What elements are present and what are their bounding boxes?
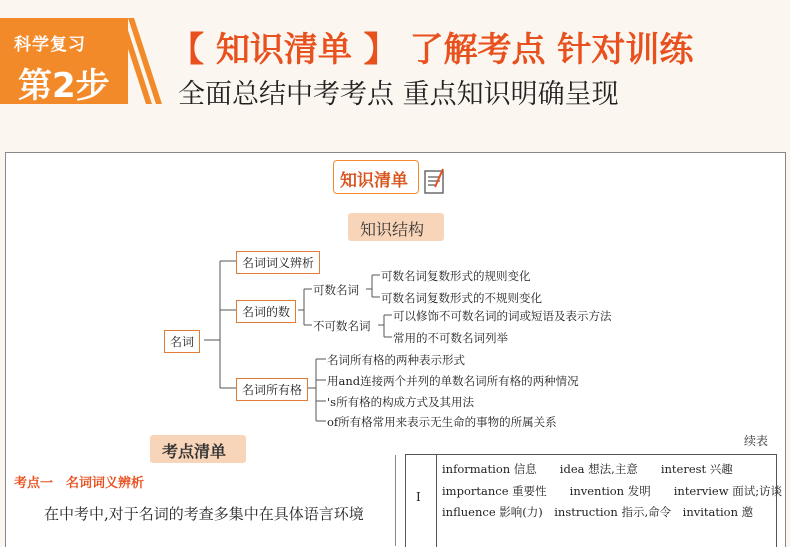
mindmap-uncountable: 不可数名词 [313,319,371,333]
column-divider [395,455,396,546]
mindmap-root: 名词 [164,330,200,353]
mindmap-countable-irregular: 可数名词复数形式的不规则变化 [381,291,542,305]
step-number: 第2步 [18,66,110,106]
mindmap-branch-number: 名词的数 [236,300,296,323]
mindmap-branch-possessive: 名词所有格 [236,378,308,401]
vocabulary-table [405,454,783,547]
knowledge-structure-label: 知识结构 [360,220,425,239]
table-row-label: Ⅰ [416,490,421,504]
exam-points-tag [150,435,246,463]
mindmap-possessive-and: 用and连接两个并列的单数名词所有格的两种情况 [327,374,579,388]
mindmap-countable: 可数名词 [313,283,359,297]
step-label: 科学复习 [14,35,86,55]
exam-point-title: 考点一 名词词义辨析 [14,476,145,491]
table-row-label-cell [406,455,437,547]
mindmap-possessive-s: 's所有格的构成方式及其用法 [327,395,475,409]
mindmap-uncountable-modifiers: 可以修饰不可数名词的词或短语及表示方法 [393,309,612,323]
mindmap-countable-rule: 可数名词复数形式的规则变化 [381,269,531,283]
table-line: information 信息 idea 想法,主意 interest 兴趣 [442,462,733,476]
knowledge-list-label: 知识清单 [340,171,408,191]
page-title: 【 知识清单 】 了解考点 针对训练 [170,30,694,70]
mindmap-possessive-forms: 名词所有格的两种表示形式 [327,353,465,367]
page-subtitle: 全面总结中考考点 重点知识明确呈现 [178,79,619,110]
mindmap-possessive-of: of所有格常用来表示无生命的事物的所属关系 [327,415,557,429]
mindmap-branch-meaning: 名词词义辨析 [236,251,320,274]
mindmap-uncountable-list: 常用的不可数名词列举 [393,331,508,345]
table-line: influence 影响(力) instruction 指示,命令 invitation 邀 [442,505,754,519]
exam-point-body: 在中考中,对于名词的考查多集中在具体语言环境 [44,505,364,523]
exam-points-label: 考点清单 [162,442,227,461]
continued-label: 续表 [744,434,769,448]
table-line: importance 重要性 invention 发明 interview 面试;访谈 [442,484,783,498]
